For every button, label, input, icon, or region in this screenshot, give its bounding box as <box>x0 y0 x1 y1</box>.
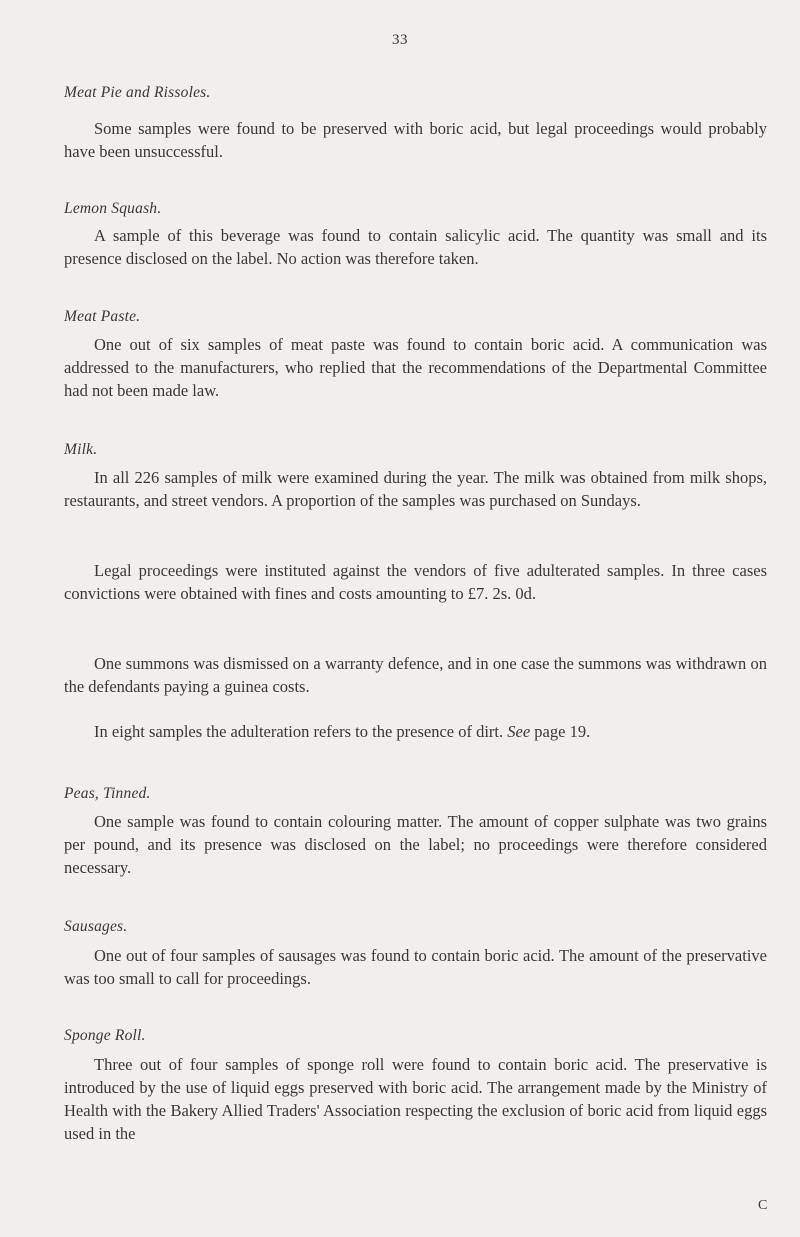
paragraph-meat-pie: Some samples were found to be preserved with boric acid, but legal proceedings would probably have been unsuccessful. <box>64 119 767 161</box>
section-heading-sausages: Sausages. <box>64 918 128 935</box>
section-heading-peas-tinned: Peas, Tinned. <box>64 785 151 802</box>
page-reference: page 19. <box>534 722 591 741</box>
signature-mark: C <box>758 1198 768 1213</box>
section-heading-lemon-squash: Lemon Squash. <box>64 200 162 217</box>
paragraph-lemon-squash: A sample of this beverage was found to contain salicylic acid. The quantity was small and its presence disclosed on the label. No action was therefore taken. <box>64 226 767 268</box>
paragraph-meat-paste: One out of six samples of meat paste was found to contain boric acid. A communication was addressed to the manufacturers, who replied that the recommendations of the Departmental Committee had not been made law. <box>64 335 767 400</box>
paragraph-sausages: One out of four samples of sausages was found to contain boric acid. The amount of the preservative was too small to call for proceedings. <box>64 946 767 988</box>
section-heading-meat-paste: Meat Paste. <box>64 308 141 325</box>
see-reference: See <box>507 722 531 741</box>
page-number: 33 <box>392 32 408 48</box>
paragraph-milk-3: One summons was dismissed on a warranty defence, and in one case the summons was withdrawn on the defendants paying a guinea costs. <box>64 654 767 696</box>
section-heading-sponge-roll: Sponge Roll. <box>64 1027 146 1044</box>
paragraph-sponge-roll: Three out of four samples of sponge roll were found to contain boric acid. The preservative is introduced by the use of liquid eggs preserved with boric acid. The arrangement made by the Ministry of Health with the Bakery Allied Traders' Association respecting the exclusion of boric acid from liquid eggs used in the <box>64 1055 767 1143</box>
milk-4-text: In eight samples the adulteration refers to the presence of dirt. <box>94 722 504 741</box>
paragraph-milk-1: In all 226 samples of milk were examined during the year. The milk was obtained from milk shops, restaurants, and street vendors. A proportion of the samples was purchased on Sundays. <box>64 468 767 510</box>
section-heading-meat-pie: Meat Pie and Rissoles. <box>64 84 211 101</box>
paragraph-milk-2: Legal proceedings were instituted against the vendors of five adulterated samples. In three cases convictions were obtained with fines and costs amounting to £7. 2s. 0d. <box>64 561 767 603</box>
section-heading-milk: Milk. <box>64 441 98 458</box>
paragraph-milk-4 <box>64 720 767 743</box>
paragraph-peas-tinned: One sample was found to contain colouring matter. The amount of copper sulphate was two grains per pound, and its presence was disclosed on the label; no proceedings were therefore considered necessary. <box>64 812 767 877</box>
